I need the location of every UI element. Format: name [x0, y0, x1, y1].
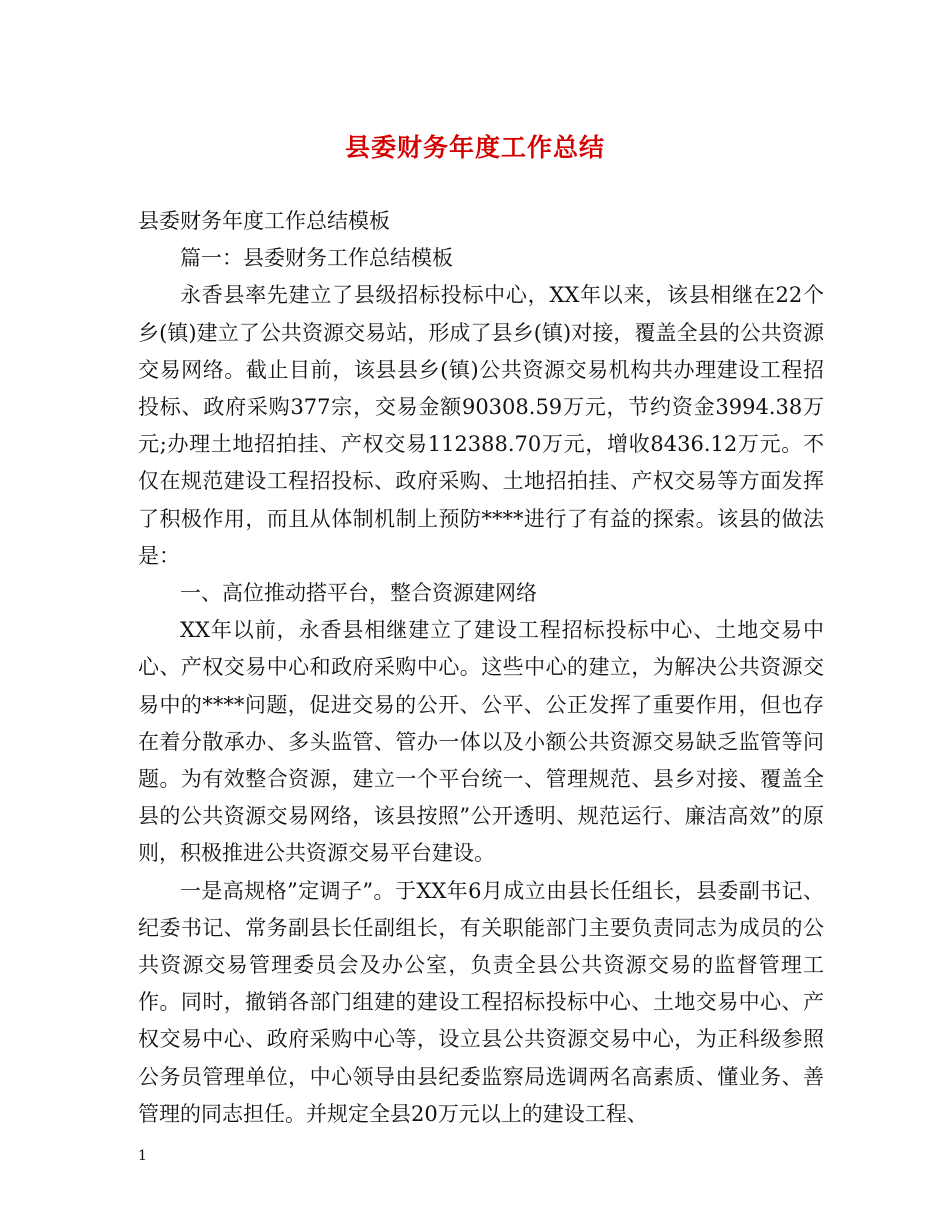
section-heading: 一、高位推动搭平台，整合资源建网络 [180, 581, 537, 606]
page-number: 1 [138, 1148, 147, 1164]
document-title: 县委财务年度工作总结 [344, 133, 605, 162]
paragraph: 永香县率先建立了县级招标投标中心，XX年以来，该县相继在22个乡(镇)建立了公共资源交易站，形成了县乡(镇)对接，覆盖全县的公共资源交易网络。截止目前，该县县乡(镇)公共资源交易机构共办理建设工程招投标、政府采购377宗，交易金额90308.59万元，节约资金3994.38万元;办理土地招拍挂、产权交易112388.70万元，增收8436.12万元。不仅在规范建设工程招投标、政府采购、土地招拍挂、产权交易等方面发挥了积极作用，而且从体制机制上预防****进行了有益的探索。该县的做法是： [138, 283, 824, 568]
paragraph: 县委财务年度工作总结模板 [138, 209, 390, 233]
paragraph: 一是高规格”定调子”。于XX年6月成立由县长任组长，县委副书记、纪委书记、常务副县长任副组长，有关职能部门主要负责同志为成员的公共资源交易管理委员会及办公室，负责全县公共资源交易的监督管理工作。同时，撤销各部门组建的建设工程招标投标中心、土地交易中心、产权交易中心、政府采购中心等，设立县公共资源交易中心，为正科级参照公务员管理单位，中心领导由县纪委监察局选调两名高素质、懂业务、善管理的同志担任。并规定全县20万元以上的建设工程、 [138, 878, 824, 1126]
paragraph: XX年以前，永香县相继建立了建设工程招标投标中心、土地交易中心、产权交易中心和政府采购中心。这些中心的建立，为解决公共资源交易中的****问题，促进交易的公开、公平、公正发挥了重要作用，但也存在着分散承办、多头监管、管办一体以及小额公共资源交易缺乏监管等问题。为有效整合资源，建立一个平台统一、管理规范、县乡对接、覆盖全县的公共资源交易网络，该县按照”公开透明、规范运行、廉洁高效”的原则，积极推进公共资源交易平台建设。 [138, 618, 824, 866]
document-body [138, 203, 824, 1133]
paragraph: 篇一：县委财务工作总结模板 [180, 246, 453, 271]
